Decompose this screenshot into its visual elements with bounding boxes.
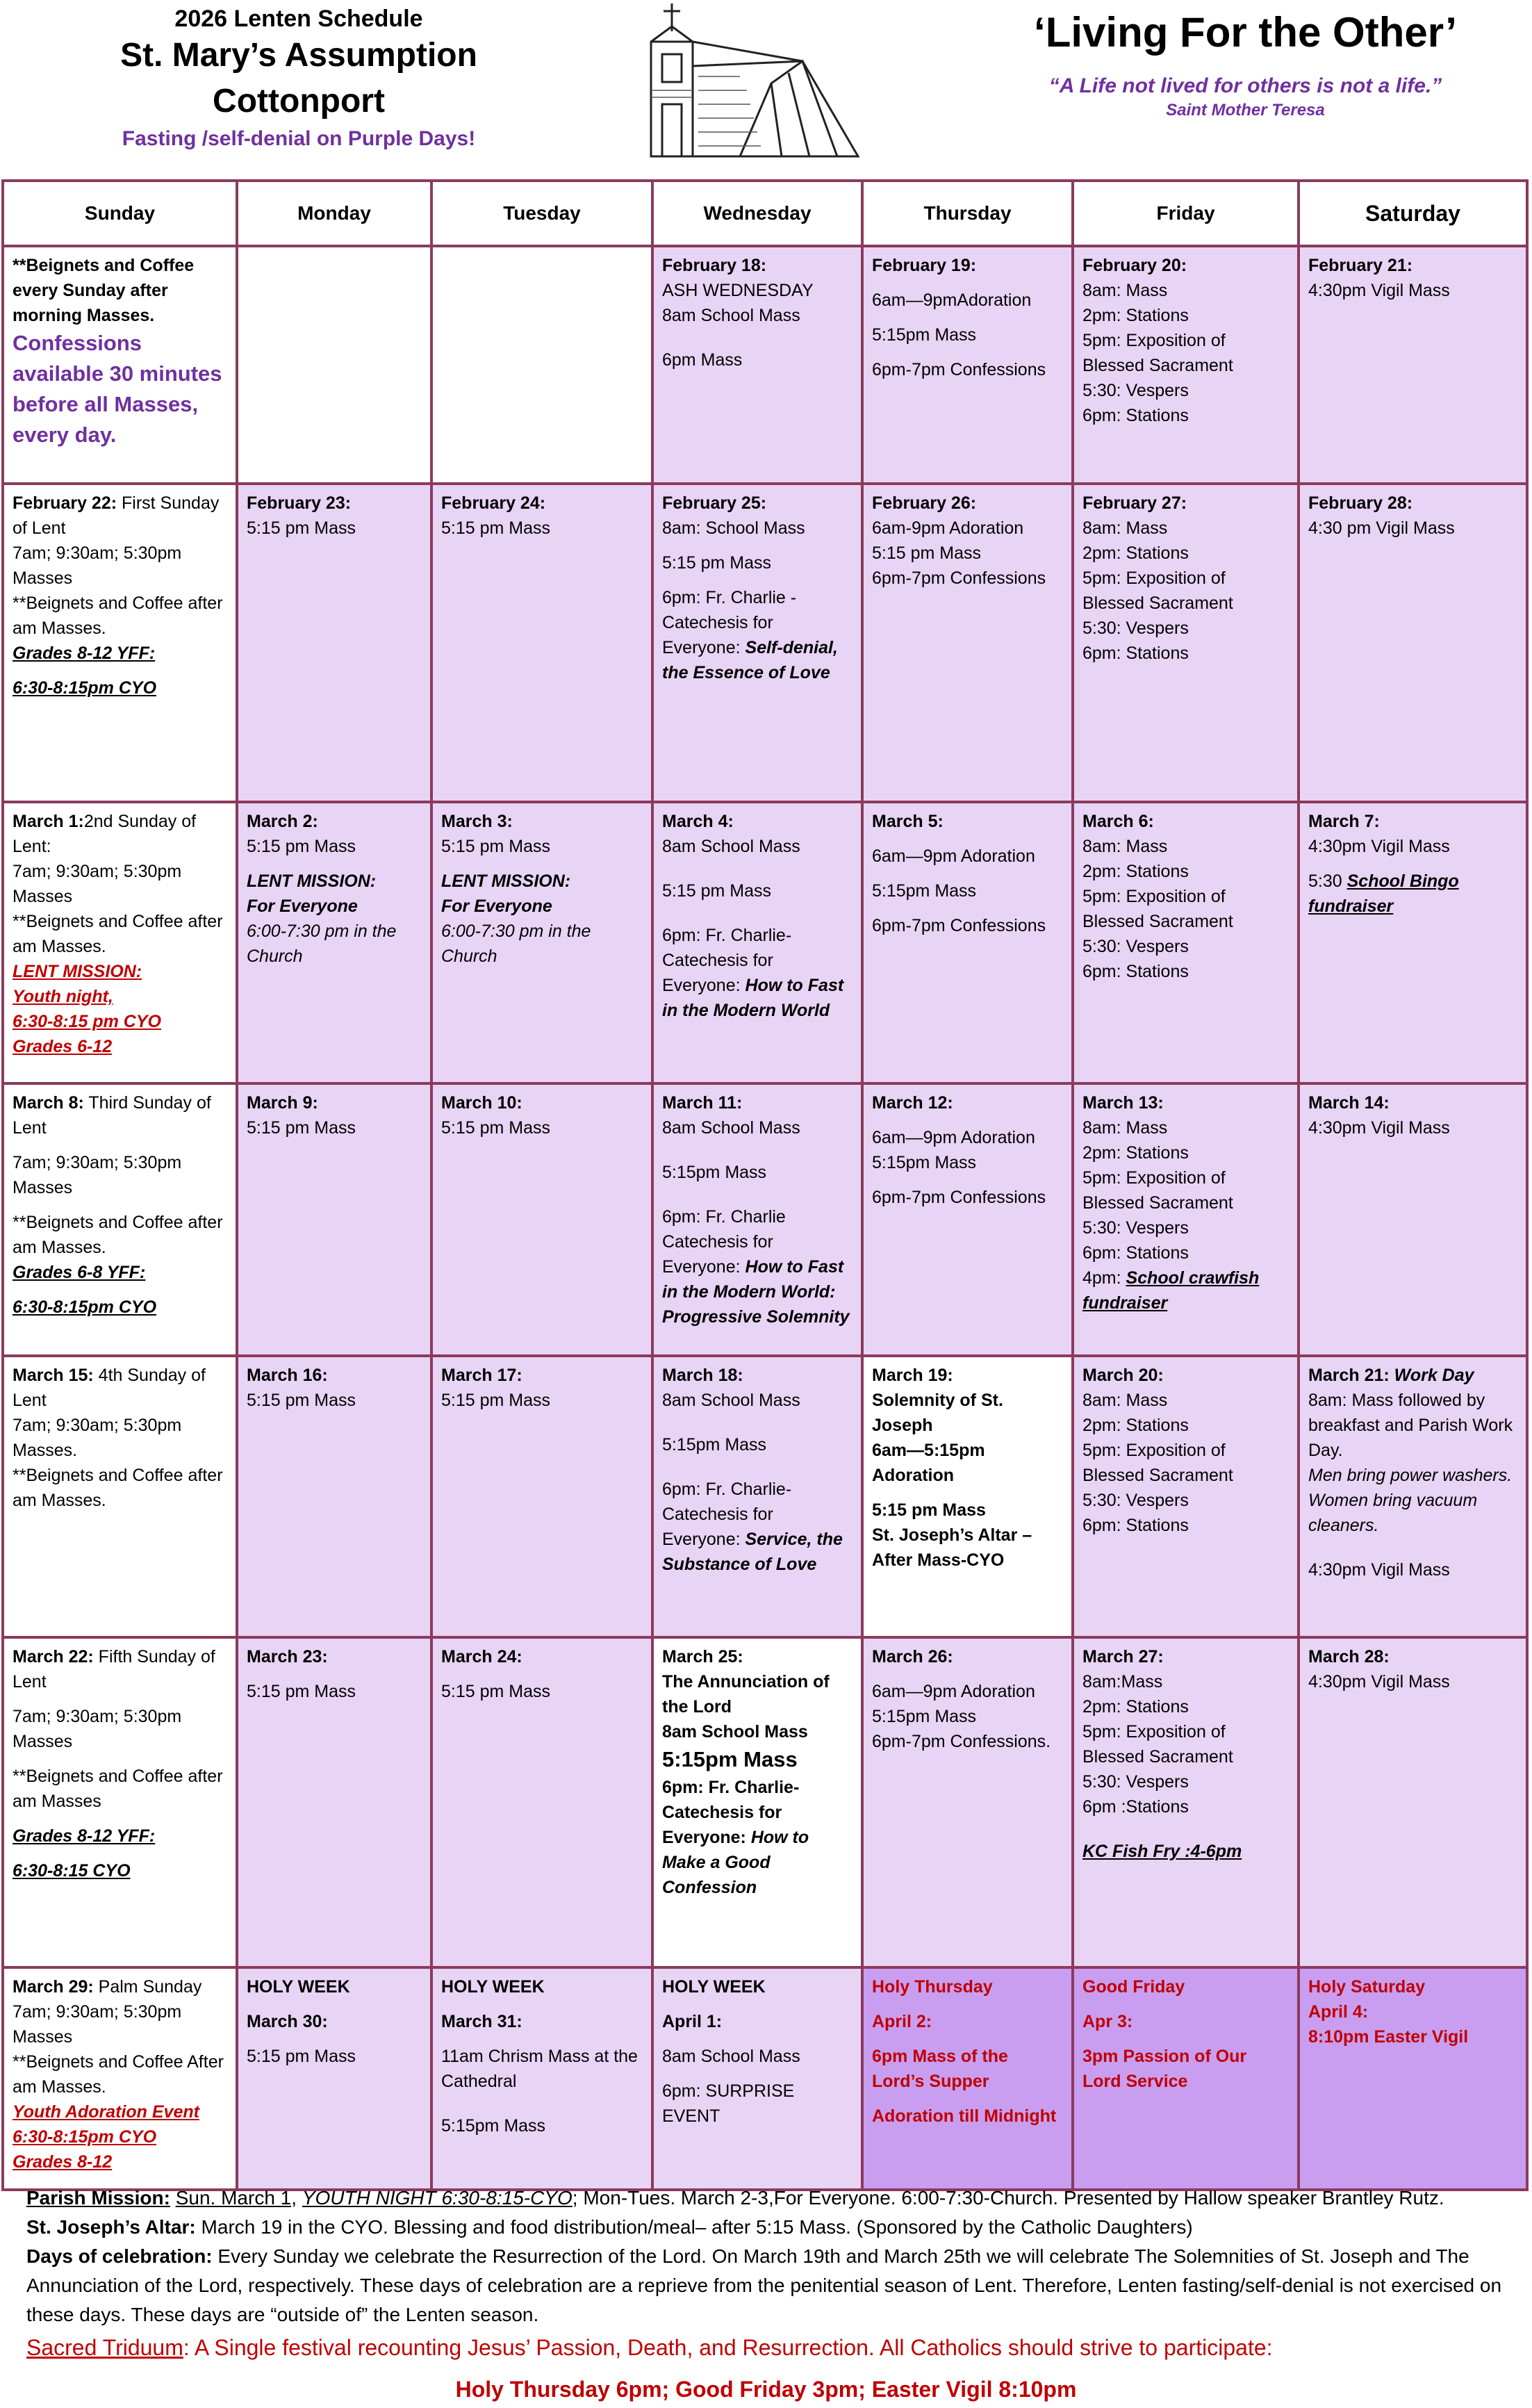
holy-saturday-label: Holy Saturday [1308, 1977, 1426, 1997]
event-text: 8am: Mass [1082, 281, 1168, 300]
fundraiser-text: School Bingo fundraiser [1308, 871, 1459, 916]
event-text: 6am-9pm Adoration [872, 518, 1024, 538]
event-text: 6pm: Fr. Charlie- Catechesis for Everyone: [662, 1480, 792, 1549]
catechesis-topic: Self-denial, the Essence of Love [662, 638, 838, 682]
day-date: March 8: [13, 1093, 84, 1113]
day-cell-wednesday [652, 1083, 862, 1356]
event-text: 7am; 9:30am; 5:30pm Masses. [13, 1416, 182, 1460]
holy-week-label: HOLY WEEK [662, 1977, 766, 1997]
event-text: 5:30: Vespers [1082, 381, 1189, 400]
event-text: Men bring power washers. Women bring vacuum cleaners. [1308, 1466, 1513, 1535]
day-cell-sunday [3, 802, 237, 1083]
holy-week-label: HOLY WEEK [247, 1977, 350, 1997]
day-date: March 5: [872, 812, 944, 831]
event-text: 6pm: Stations [1082, 644, 1189, 663]
day-cell-tuesday [431, 1356, 652, 1637]
event-text: 5:15 pm Mass [662, 881, 772, 901]
event-text: 8am School Mass [662, 1722, 808, 1742]
day-date: March 28: [1308, 1647, 1390, 1666]
event-text: 8am:Mass [1082, 1672, 1163, 1692]
day-date: February 19: [872, 256, 977, 275]
catechesis-topic: How to Fast in the Modern World [662, 976, 844, 1020]
event-text: 5pm: Exposition of Blessed Sacrament [1082, 568, 1233, 613]
lent-mission-label: LENT MISSION: [13, 962, 142, 981]
event-text: 2pm: Stations [1082, 1416, 1189, 1435]
day-date: March 20: [1082, 1366, 1164, 1385]
event-text: 5:15pm Mass [441, 2116, 546, 2136]
day-date: February 21: [1308, 256, 1413, 275]
day-date: February 27: [1082, 493, 1187, 513]
day-cell-tuesday [431, 1083, 652, 1356]
day-date: March 29: [13, 1977, 94, 1997]
event-text: 8am: School Mass [662, 518, 805, 538]
event-text: 8am School Mass [662, 2047, 800, 2066]
day-date: March 25: [662, 1647, 743, 1666]
event-text: 8am: Mass [1082, 1391, 1168, 1410]
solemnity-title: The Annunciation of the Lord [662, 1672, 830, 1717]
day-date: April 4: [1308, 2002, 1369, 2022]
weekday-friday: Friday [1073, 181, 1299, 246]
event-text: 5:15 pm Mass [247, 518, 356, 538]
day-cell-friday [1073, 1967, 1299, 2190]
day-cell-friday [1073, 246, 1299, 484]
event-text: 4:30pm Vigil Mass [1308, 281, 1450, 300]
fundraiser-text: School crawfish fundraiser [1082, 1268, 1260, 1313]
day-cell-tuesday [431, 484, 652, 802]
weekday-tuesday: Tuesday [431, 181, 652, 246]
event-text: **Beignets and Coffee after am Masses. [13, 912, 223, 956]
day-date: March 6: [1082, 812, 1154, 831]
parish-mission-note [26, 2184, 1513, 2213]
weekday-header-row [3, 181, 1527, 246]
parish-mission-date: Sun. March 1, [175, 2187, 297, 2209]
header-right [959, 0, 1532, 120]
event-text: 5:15 pm Mass [247, 1682, 356, 1701]
day-date: March 9: [247, 1093, 318, 1113]
event-text: 4th Sunday of Lent [13, 1366, 206, 1410]
day-cell-saturday [1299, 1637, 1527, 1967]
day-cell-saturday [1299, 1356, 1527, 1637]
event-text: 4:30pm Vigil Mass [1308, 1672, 1450, 1692]
event-text: 6pm: Fr. Charlie - Catechesis for Everyone: [662, 588, 797, 657]
week-row [3, 1967, 1527, 2190]
event-text: 6pm :Stations [1082, 1797, 1189, 1817]
day-cell-saturday [1299, 484, 1527, 802]
event-text: 6pm: Stations [1082, 962, 1189, 981]
event-text: 8am School Mass [662, 837, 800, 856]
day-date: February 18: [662, 256, 767, 275]
event-text: 5:15 pm Mass [441, 1391, 551, 1410]
weekday-monday: Monday [237, 181, 431, 246]
event-text: 5:15pm Mass [662, 1435, 767, 1455]
day-date: April 2: [872, 2012, 932, 2031]
event-text: **Beignets and Coffee after am Masses. [13, 1213, 223, 1257]
day-date: March 13: [1082, 1093, 1164, 1113]
event-text: 5pm: Exposition of Blessed Sacrament [1082, 331, 1233, 375]
sacred-triduum-times: Holy Thursday 6pm; Good Friday 3pm; Easter Vigil 8:10pm [455, 2377, 1077, 2402]
event-text: 2pm: Stations [1082, 1697, 1189, 1717]
weekday-thursday: Thursday [862, 181, 1073, 246]
event-text: Grades 8-12 YFF: [13, 1826, 156, 1846]
day-cell-tuesday [431, 1967, 652, 2190]
day-cell-friday [1073, 1637, 1299, 1967]
event-text: 6am—9pmAdoration [872, 290, 1032, 310]
work-day-label: Work Day [1394, 1366, 1474, 1385]
confessions-note: Confessions available 30 minutes before all Masses, every day. [13, 331, 222, 447]
day-cell-thursday [862, 246, 1073, 484]
week-row [3, 1637, 1527, 1967]
event-text: 5:15 pm Mass [247, 2047, 356, 2066]
event-text: 5:30: Vespers [1082, 1218, 1189, 1238]
event-text: 7am; 9:30am; 5:30pm Masses [13, 543, 182, 588]
day-cell-thursday [862, 802, 1073, 1083]
event-text: **Beignets and Coffee after am Masses. [13, 1466, 223, 1510]
event-text: 6:30-8:15 CYO [13, 1861, 131, 1881]
week-row [3, 246, 1527, 484]
day-date: February 20: [1082, 256, 1187, 275]
event-text: 6am—5:15pm [872, 1441, 985, 1460]
day-cell-thursday [862, 1356, 1073, 1637]
event-text: 5pm: Exposition of Blessed Sacrament [1082, 887, 1233, 931]
day-date: March 3: [441, 812, 513, 831]
event-text: 6pm-7pm Confessions [872, 1188, 1046, 1207]
event-text: 2pm: Stations [1082, 543, 1189, 563]
day-cell-saturday [1299, 1083, 1527, 1356]
event-text: **Beignets and Coffee after am Masses [13, 1767, 223, 1811]
event-text: 8am School Mass [662, 1391, 800, 1410]
day-cell-saturday [1299, 802, 1527, 1083]
sacred-triduum-label: Sacred Triduum [26, 2335, 183, 2360]
day-cell-thursday [862, 1083, 1073, 1356]
event-text: 6pm: Stations [1082, 406, 1189, 425]
day-cell-saturday [1299, 1967, 1527, 2190]
event-text: 5:30: Vespers [1082, 1491, 1189, 1510]
day-date: February 22: [13, 493, 117, 513]
day-cell-wednesday [652, 802, 862, 1083]
event-text: 6pm: Fr. Charlie- Catechesis for Everyone: [662, 1778, 800, 1847]
day-date: March 30: [247, 2012, 328, 2031]
schedule-year-title: 2026 Lenten Schedule [174, 6, 423, 32]
day-date: March 31: [441, 2012, 522, 2031]
lenten-theme: ‘Living For the Other’ [1034, 9, 1457, 56]
event-text: Fifth Sunday of Lent [13, 1647, 215, 1692]
event-text: 6pm: Stations [1082, 1243, 1189, 1263]
weekday-wednesday: Wednesday [652, 181, 862, 246]
day-date: March 12: [872, 1093, 953, 1113]
event-text: 5:30 [1308, 871, 1342, 891]
event-text: 3pm Passion of Our Lord Service [1082, 2047, 1247, 2091]
catechesis-topic: How to Make a Good Confession [662, 1828, 809, 1897]
day-cell-friday [1073, 1083, 1299, 1356]
weekday-saturday: Saturday [1299, 181, 1527, 246]
day-cell-wednesday [652, 246, 862, 484]
days-of-celebration-label: Days of celebration: [26, 2245, 213, 2267]
event-text: 5:15 pm Mass [441, 518, 551, 538]
event-text: 5:15 pm Mass [247, 1118, 356, 1138]
fasting-note: Fasting /self-denial on Purple Days! [122, 127, 476, 150]
event-text: 6am—9pm Adoration [872, 846, 1035, 866]
day-date: April 1: [662, 2012, 723, 2031]
event-text: Grades 6-8 YFF: [13, 1263, 146, 1282]
lent-mission-label: LENT MISSION: [441, 871, 571, 891]
day-cell-sunday [3, 246, 237, 484]
event-text: 8am: Mass followed by breakfast and Parish Work Day. [1308, 1391, 1513, 1460]
event-text: 7am; 9:30am; 5:30pm Masses [13, 1707, 182, 1751]
event-text: **Beignets and Coffee after am Masses. [13, 593, 223, 638]
event-text: **Beignets and Coffee After am Masses. [13, 2052, 224, 2097]
day-date: March 17: [441, 1366, 522, 1385]
parish-name-line2: Cottonport [213, 83, 385, 120]
event-text: 6:00-7:30 pm in the Church [247, 922, 397, 966]
event-text: 6pm Mass of the Lord’s Supper [872, 2047, 1008, 2091]
event-text: For Everyone [441, 896, 552, 916]
day-date: March 27: [1082, 1647, 1164, 1666]
event-text: 5:15pm Mass [872, 1153, 977, 1172]
day-cell-friday [1073, 1356, 1299, 1637]
day-date: March 14: [1308, 1093, 1390, 1113]
day-cell-sunday [3, 484, 237, 802]
event-text: 6:30-8:15pm CYO [13, 2127, 157, 2147]
day-cell-friday [1073, 802, 1299, 1083]
event-text: 5:15 pm Mass [441, 837, 551, 856]
sacred-triduum-text: : A Single festival recounting Jesus’ Passion, Death, and Resurrection. All Catholics should strive to participate: [183, 2335, 1273, 2360]
event-text: 7am; 9:30am; 5:30pm Masses [13, 1153, 182, 1197]
week-row [3, 1356, 1527, 1637]
day-cell-empty [237, 246, 431, 484]
event-text: 4:30pm Vigil Mass [1308, 1560, 1450, 1580]
day-date: March 18: [662, 1366, 743, 1385]
week-row [3, 802, 1527, 1083]
day-date: March 15: [13, 1366, 94, 1385]
day-cell-thursday [862, 1967, 1073, 2190]
event-text: 5:15 pm Mass [441, 1682, 551, 1701]
day-date: February 25: [662, 493, 767, 513]
day-date: March 1: [13, 812, 84, 831]
sacred-triduum-note [26, 2335, 1513, 2361]
day-cell-monday [237, 802, 431, 1083]
event-text: 6:30-8:15pm CYO [13, 678, 157, 698]
holy-week-label: HOLY WEEK [441, 1977, 545, 1997]
holy-thursday-label: Holy Thursday [872, 1977, 993, 1997]
day-date: March 23: [247, 1647, 328, 1666]
event-text: 5:15 pm Mass [872, 543, 982, 563]
theme-quote: “A Life not lived for others is not a life.” [1048, 74, 1442, 97]
day-cell-thursday [862, 1637, 1073, 1967]
event-text: 8am: Mass [1082, 518, 1168, 538]
event-text: 7am; 9:30am; 5:30pm Masses [13, 2002, 182, 2047]
parish-name-line1: St. Mary’s Assumption [120, 37, 477, 74]
day-cell-wednesday [652, 1637, 862, 1967]
event-text: 6am—9pm Adoration [872, 1682, 1035, 1701]
day-cell-tuesday [431, 1637, 652, 1967]
event-text: Grades 8-12 YFF: [13, 644, 156, 663]
event-text: 8:10pm Easter Vigil [1308, 2027, 1469, 2047]
beignets-note: **Beignets and Coffee every Sunday after morning Masses. [13, 256, 195, 325]
event-text: 8am: Mass [1082, 837, 1168, 856]
youth-night-text: YOUTH NIGHT 6:30-8:15-CYO [302, 2187, 573, 2209]
event-text: 6:30-8:15 pm CYO [13, 1012, 161, 1031]
day-date: March 24: [441, 1647, 522, 1666]
day-cell-monday [237, 1967, 431, 2190]
event-text: 2nd Sunday of Lent: [13, 812, 197, 856]
day-date: February 23: [247, 493, 352, 513]
day-cell-friday [1073, 484, 1299, 802]
st-joseph-altar-note [26, 2213, 1513, 2242]
event-text: ASH WEDNESDAY [662, 281, 814, 300]
event-text: 5:15pm Mass [872, 1707, 977, 1726]
event-text: 6pm: SURPRISE EVENT [662, 2081, 795, 2126]
event-text: 8am: Mass [1082, 1118, 1168, 1138]
event-text: 5:30: Vespers [1082, 1772, 1189, 1792]
event-text: 5:30: Vespers [1082, 619, 1189, 638]
week-row [3, 484, 1527, 802]
event-text: 2pm: Stations [1082, 306, 1189, 325]
weekday-sunday: Sunday [3, 181, 237, 246]
event-text: 6pm: Fr. Charlie- Catechesis for Everyone: [662, 926, 792, 995]
event-text: 5pm: Exposition of Blessed Sacrament [1082, 1168, 1233, 1213]
day-date: March 2: [247, 812, 318, 831]
event-text: 11am Chrism Mass at the Cathedral [441, 2047, 638, 2091]
event-text: 6:00-7:30 pm in the Church [441, 922, 591, 966]
event-text: 2pm: Stations [1082, 862, 1189, 881]
event-text: 5pm: Exposition of Blessed Sacrament [1082, 1441, 1233, 1485]
day-date: March 16: [247, 1366, 328, 1385]
day-cell-saturday [1299, 246, 1527, 484]
lent-mission-label: LENT MISSION: [247, 871, 377, 891]
day-date: February 26: [872, 493, 977, 513]
event-text: 6pm-7pm Confessions [872, 360, 1046, 379]
event-text: 6pm-7pm Confessions. [872, 1732, 1051, 1751]
event-text: For Everyone [247, 896, 358, 916]
event-text: Youth night, [13, 987, 113, 1006]
day-cell-wednesday [652, 484, 862, 802]
event-text: 5:30: Vespers [1082, 937, 1189, 956]
days-of-celebration-text: Every Sunday we celebrate the Resurrection of the Lord. On March 19th and March 25th we will celebrate The Solemnities of St. Joseph and The Annunciation of the Lord, respectively. These days of celebration are a reprieve from the penitential season of Lent. Therefore, Lenten fasting/self-denial is not exercised on these days. These days are “outside of” the Lenten season. [26, 2245, 1502, 2325]
day-cell-sunday [3, 1356, 237, 1637]
catechesis-topic: How to Fast in the Modern World: Progressive Solemnity [662, 1257, 850, 1327]
event-text: Adoration till Midnight [872, 2106, 1057, 2126]
event-text: 6pm: Stations [1082, 1516, 1189, 1535]
event-text: 5:15pm Mass [872, 325, 977, 345]
event-text: 5:15 pm Mass [247, 837, 356, 856]
event-text: 5:15pm Mass [872, 881, 977, 901]
event-text: 5pm: Exposition of Blessed Sacrament [1082, 1722, 1233, 1767]
day-date: February 28: [1308, 493, 1413, 513]
day-cell-sunday [3, 1637, 237, 1967]
event-text: Third Sunday of Lent [13, 1093, 211, 1138]
event-text: 4:30 pm Vigil Mass [1308, 518, 1455, 538]
day-cell-sunday [3, 1083, 237, 1356]
event-text: 6am—9pm Adoration [872, 1128, 1035, 1147]
event-text: 6pm: Fr. Charlie Catechesis for Everyone: [662, 1207, 786, 1277]
st-joseph-altar-text: March 19 in the CYO. Blessing and food distribution/meal– after 5:15 Mass. (Sponsored by the Catholic Daughters) [201, 2216, 1193, 2238]
event-text: 4pm: [1082, 1268, 1121, 1288]
parish-mission-label: Parish Mission: [26, 2187, 170, 2209]
event-text: 6pm-7pm Confessions [872, 916, 1046, 935]
event-text: 4:30pm Vigil Mass [1308, 837, 1450, 856]
day-date: Apr 3: [1082, 2012, 1133, 2031]
solemnity-title: Solemnity of St. Joseph [872, 1391, 1003, 1435]
day-date: March 21: [1308, 1366, 1390, 1385]
event-text: 6pm-7pm Confessions [872, 568, 1046, 588]
event-text: St. Joseph’s Altar – After Mass-CYO [872, 1525, 1032, 1570]
event-text: 4:30pm Vigil Mass [1308, 1118, 1450, 1138]
footer-notes [26, 2184, 1513, 2329]
day-date: March 10: [441, 1093, 522, 1113]
event-text: Adoration [872, 1466, 955, 1485]
event-text: 6pm Mass [662, 350, 743, 370]
day-cell-tuesday [431, 802, 652, 1083]
event-text: 2pm: Stations [1082, 1143, 1189, 1163]
days-of-celebration-note [26, 2242, 1513, 2329]
week-row [3, 1083, 1527, 1356]
event-text: 5:15 pm Mass [247, 1391, 356, 1410]
catechesis-topic: Service, the Substance of Love [662, 1530, 843, 1574]
day-cell-monday [237, 1083, 431, 1356]
day-cell-empty [431, 246, 652, 484]
event-text: 8am School Mass [662, 1118, 800, 1138]
lenten-calendar [1, 179, 1529, 2191]
event-text: 5:15 pm Mass [872, 1500, 986, 1520]
header-left [0, 0, 598, 151]
day-cell-thursday [862, 484, 1073, 802]
event-text: 8am School Mass [662, 306, 800, 325]
parish-mission-text: ; Mon-Tues. March 2-3,For Everyone. 6:00-7:30-Church. Presented by Hallow speaker Brantley Rutz. [572, 2187, 1444, 2209]
event-text: 7am; 9:30am; 5:30pm Masses [13, 862, 182, 906]
church-drawing-icon [643, 0, 872, 163]
event-text: 5:15pm Mass [662, 1163, 767, 1182]
day-date: February 24: [441, 493, 546, 513]
day-date: March 26: [872, 1647, 953, 1666]
day-cell-sunday [3, 1967, 237, 2190]
event-text: Palm Sunday [98, 1977, 202, 1997]
event-text: 6:30-8:15pm CYO [13, 1297, 157, 1317]
day-date: March 19: [872, 1366, 953, 1385]
event-text: Grades 8-12 [13, 2152, 113, 2172]
day-cell-wednesday [652, 1967, 862, 2190]
day-date: March 22: [13, 1647, 94, 1666]
day-cell-wednesday [652, 1356, 862, 1637]
day-date: March 4: [662, 812, 734, 831]
event-text: Grades 6-12 [13, 1037, 113, 1056]
quote-attribution: Saint Mother Teresa [1166, 101, 1325, 120]
event-text: 5:15 pm Mass [441, 1118, 551, 1138]
day-cell-monday [237, 1356, 431, 1637]
event-text: 5:15 pm Mass [662, 553, 772, 573]
good-friday-label: Good Friday [1082, 1977, 1185, 1997]
event-text: Youth Adoration Event [13, 2102, 199, 2122]
day-cell-monday [237, 1637, 431, 1967]
event-text: 5:15pm Mass [662, 1747, 798, 1771]
fish-fry-text: KC Fish Fry :4-6pm [1082, 1842, 1242, 1861]
day-date: March 11: [662, 1093, 743, 1113]
day-cell-monday [237, 484, 431, 802]
event-text: First Sunday of Lent [13, 493, 220, 538]
day-date: March 7: [1308, 812, 1380, 831]
st-joseph-altar-label: St. Joseph’s Altar: [26, 2216, 196, 2238]
